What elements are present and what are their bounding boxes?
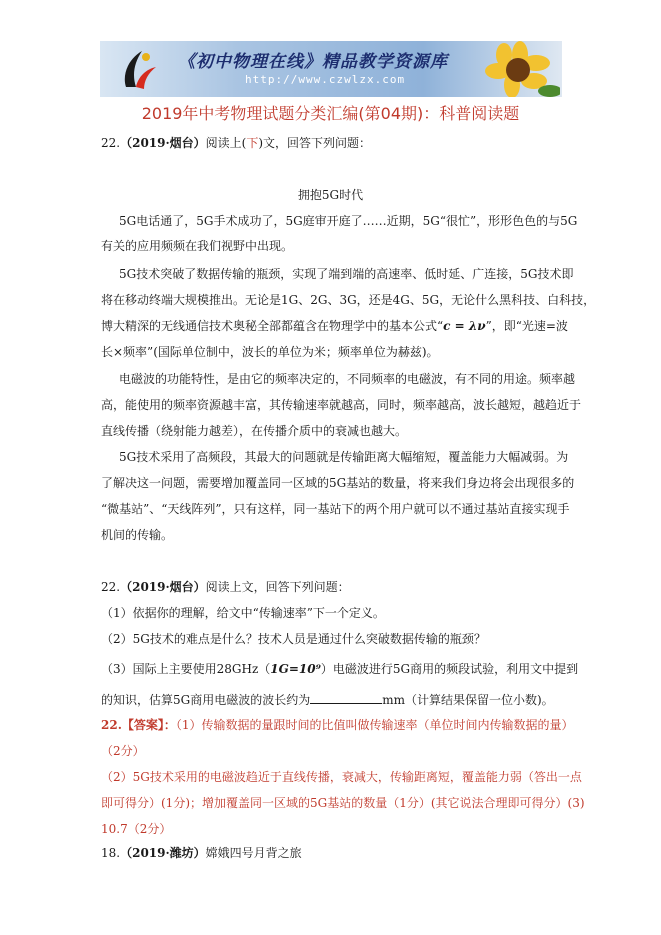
question-22b-header — [101, 580, 350, 594]
question-number: 22. — [101, 136, 121, 150]
article-line: “微基站”、“天线阵列”，只有这样，同一基站下的两个用户就可以不通过基站直接实现手 — [101, 502, 570, 516]
answer-line-1 — [101, 718, 574, 732]
header-banner — [100, 41, 562, 97]
question-item-formula — [101, 662, 578, 676]
article-line: 了解决这一问题，需要增加覆盖同一区域的5G基站的数量，将来我们身边将会出现很多的 — [101, 476, 575, 490]
article-line-formula — [101, 319, 568, 333]
question-number: 18. — [101, 846, 121, 860]
answer-line: （2分） — [101, 744, 145, 758]
question-18-header — [101, 846, 302, 860]
article-line: 长×频率”(国际单位制中，波长的单位为米；频率单位为赫兹)。 — [101, 345, 439, 359]
question-source: （2019·烟台） — [120, 136, 206, 150]
article-line: 机间的传输。 — [101, 528, 174, 542]
article-line: 5G电话通了，5G手术成功了，5G庭审开庭了……近期，5G“很忙”，形形色色的与5G — [119, 214, 578, 228]
question-item-text: mm（计算结果保留一位小数)。 — [382, 693, 554, 707]
page-title: 2019年中考物理试题分类汇编(第04期)：科普阅读题 — [141, 104, 520, 123]
article-line: 有关的应用频频在我们视野中出现。 — [101, 239, 294, 253]
sunflower-icon — [450, 41, 560, 97]
question-text: 阅读上( — [205, 136, 247, 150]
question-item-text: ）电磁波进行5G商用的频段试验，利用文中提到 — [320, 662, 579, 676]
article-line-text: 博大精深的无线通信技术奥秘全部都蕴含在物理学中的基本公式“ — [101, 319, 444, 333]
question-text-red: 下 — [246, 136, 259, 150]
question-22-header — [101, 136, 371, 150]
question-item-text: （3）国际上主要使用28GHz（ — [101, 662, 271, 676]
wave-formula: c = λν — [443, 319, 486, 333]
answer-line: 即可得分）(1分)；增加覆盖同一区域的5G基站的数量（1分）(其它说法合理即可得分）(3) — [101, 796, 585, 810]
article-line: 5G技术突破了数据传输的瓶颈，实现了端到端的高速率、低时延、广连接，5G技术即 — [119, 267, 574, 281]
question-text: 阅读上文，回答下列问题： — [205, 580, 350, 594]
question-item-text: 的知识，估算5G商用电磁波的波长约为 — [101, 693, 311, 707]
article-line: 将在移动终端大规模推出。无论是1G、2G、3G，还是4G、5G，无论什么黑科技、白科技， — [101, 293, 596, 307]
question-item: （1）依据你的理解，给文中“传输速率”下一个定义。 — [101, 606, 385, 620]
answer-line: （2）5G技术采用的电磁波趋近于直线传播，衰减大，传输距离短，覆盖能力弱（答出一点 — [101, 770, 582, 784]
question-item-blank — [101, 692, 554, 707]
banner-url: http://www.czwlzx.com — [245, 73, 406, 86]
article-line: 电磁波的功能特性，是由它的频率决定的，不同频率的电磁波，有不同的用途。频率越 — [119, 372, 576, 386]
answer-label: 22.【答案】： — [101, 718, 176, 732]
article-title: 拥抱5G时代 — [297, 188, 364, 202]
question-source: （2019·潍坊） — [120, 846, 206, 860]
question-text: 嫦娥四号月背之旅 — [205, 846, 302, 860]
article-line: 5G技术采用了高频段，其最大的问题就是传输距离大幅缩短，覆盖能力大幅减弱。为 — [119, 450, 569, 464]
question-source: （2019·烟台） — [120, 580, 206, 594]
banner-title: 《初中物理在线》精品教学资源库 — [178, 52, 448, 72]
question-number: 22. — [101, 580, 121, 594]
site-logo-icon — [118, 47, 158, 91]
answer-text: （1）传输数据的量跟时间的比值叫做传输速率（单位时间内传输数据的量） — [175, 718, 574, 732]
article-line: 高，能使用的频率资源越丰富，其传输速率就越高，同时，频率越高，波长越短，越趋近于 — [101, 398, 582, 412]
article-line: 直线传播（绕射能力越差），在传播介质中的衰减也越大。 — [101, 424, 408, 438]
article-line-text: ”，即“光速=波 — [485, 319, 568, 333]
unit-formula: 1G=10⁹ — [270, 662, 321, 676]
question-text-end: )文，回答下列问题： — [258, 136, 372, 150]
answer-blank — [310, 692, 382, 704]
answer-line: 10.7（2分） — [101, 822, 172, 836]
question-item: （2）5G技术的难点是什么？技术人员是通过什么突破数据传输的瓶颈？ — [101, 632, 486, 646]
